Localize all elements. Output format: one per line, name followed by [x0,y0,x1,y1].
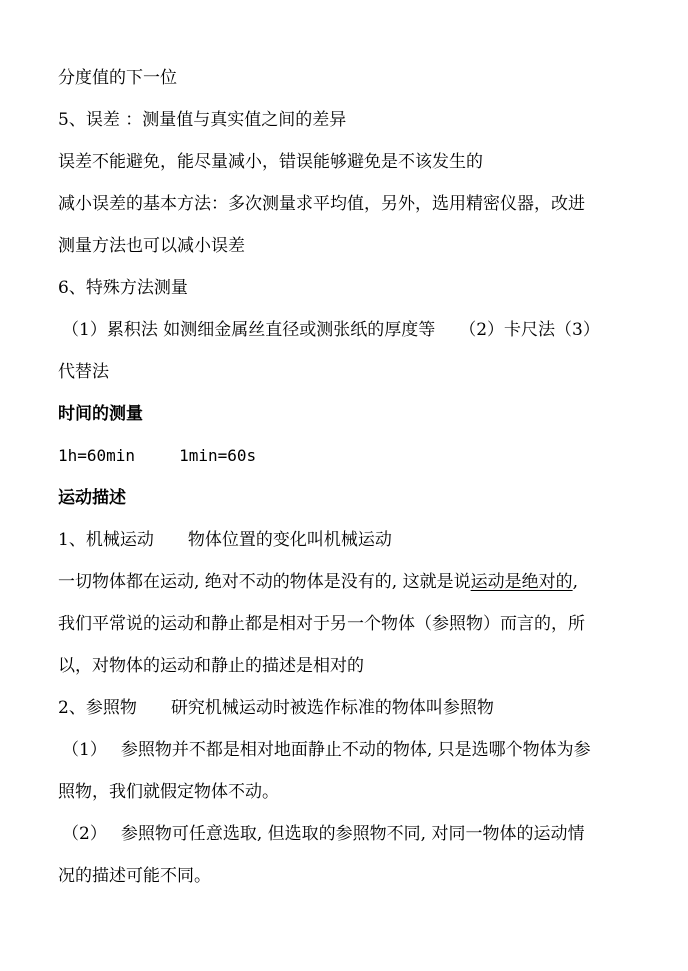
text-line: 减小误差的基本方法：多次测量求平均值，另外，选用精密仪器，改进 [58,194,585,214]
text-span: 参照物并不都是相对地面静止不动的物体, 只是选哪个物体为参 [120,740,591,760]
text-line: 况的描述可能不同。 [58,866,211,886]
text-line: 测量方法也可以减小误差 [58,236,245,256]
heading-motion-description: 运动描述 [58,488,126,508]
definition-reference-object: 研究机械运动时被选作标准的物体叫参照物 [170,698,494,718]
text-line [62,738,648,762]
section-1-mechanical-motion [58,528,648,552]
section-5-error: 5、误差 ：测量值与真实值之间的差异 [58,110,347,130]
time-units-line [58,444,648,468]
minute-conversion: 1min=60s [179,446,257,465]
text-line [62,822,648,846]
section-2-reference-object [58,696,648,720]
term-reference-object: 2、参照物 [58,698,137,718]
text-line: 照物，我们就假定物体不动。 [58,782,279,802]
text-line [62,318,648,342]
hour-conversion: 1h=60min [58,446,136,465]
text-span: , [572,572,579,592]
text-line: 以，对物体的运动和静止的描述是相对的 [58,656,364,676]
method-accumulation: （1）累积法 如测细金属丝直径或测张纸的厚度等 [62,320,436,340]
item-number: （2） [62,824,107,844]
text-span: 一切物体都在运动, 绝对不动的物体是没有的, 这就是说 [58,572,471,592]
text-line: 误差不能避免，能尽量减小，错误能够避免是不该发生的 [58,152,483,172]
text-line: 我们平常说的运动和静止都是相对于另一个物体（参照物）而言的，所 [58,614,585,634]
definition-mechanical-motion: 物体位置的变化叫机械运动 [187,530,392,550]
term-mechanical-motion: 1、机械运动 [58,530,154,550]
text-line [58,570,648,594]
section-6-special-methods: 6、特殊方法测量 [58,278,188,298]
underlined-text: 运动是绝对的 [470,572,573,592]
item-number: （1） [62,740,107,760]
text-line: 代替法 [58,362,109,382]
text-span: 参照物可任意选取, 但选取的参照物不同, 对同一物体的运动情 [120,824,585,844]
method-caliper: （2）卡尺法（3） [459,320,600,340]
heading-time-measurement: 时间的测量 [58,404,143,424]
text-line: 分度值的下一位 [58,68,177,88]
